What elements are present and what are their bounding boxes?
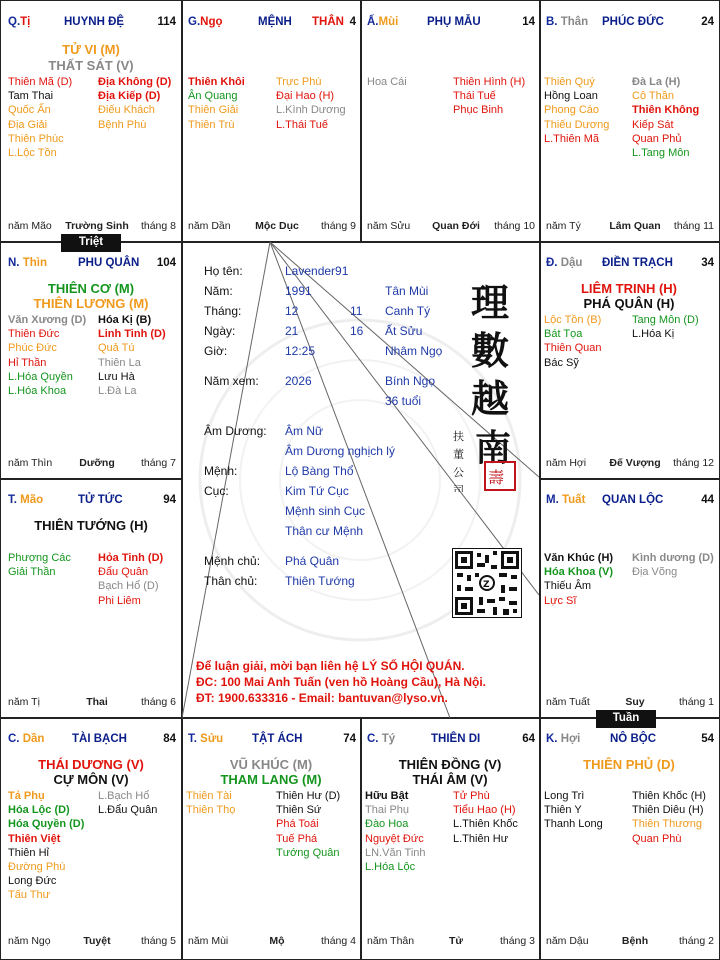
minor-stars-right <box>98 75 171 132</box>
minor-stars-right <box>632 789 706 846</box>
minor-star: Hỏa Tinh (D) <box>98 552 164 564</box>
minor-star: Đại Hao (H) <box>276 90 335 103</box>
palace-footer <box>8 935 176 947</box>
minor-star: Tang Môn (D) <box>632 314 699 326</box>
palace-header <box>188 733 356 747</box>
minor-star: Thanh Long <box>544 818 603 831</box>
minor-stars-right <box>632 75 699 160</box>
minor-star: Hữu Bật <box>365 790 409 802</box>
qr-code[interactable] <box>452 548 522 618</box>
minor-stars-right <box>453 789 518 846</box>
minor-star: Thiếu Âm <box>544 580 592 593</box>
minor-star: Đà La (H) <box>632 76 681 88</box>
palace-header <box>546 733 714 747</box>
cuc-value: Kim Tứ Cục <box>285 484 349 498</box>
minor-star: Cô Thần <box>632 90 674 103</box>
palace-number: 54 <box>701 733 714 745</box>
palace-month: tháng 1 <box>678 696 714 708</box>
palace-number: 64 <box>522 733 535 745</box>
minor-stars-right <box>98 789 157 817</box>
view-year-label: Năm xem: <box>204 374 259 388</box>
palace-footer <box>8 220 176 232</box>
minor-star: Kình dương (D) <box>632 552 714 564</box>
name-label: Họ tên: <box>204 264 243 278</box>
minor-stars-left <box>8 789 84 903</box>
palace-mui[interactable] <box>361 2 539 240</box>
palace-dan[interactable] <box>2 719 180 959</box>
major-star: PHÁ QUÂN (H) <box>583 296 675 311</box>
palace-year: năm Mão <box>8 220 52 232</box>
palace-name: MỆNH <box>258 16 292 28</box>
minor-star: Tấu Thư <box>8 889 51 902</box>
minor-star: Hỉ Thần <box>8 356 47 369</box>
palace-name: QUAN LỘC <box>602 494 664 506</box>
palace-phase: Đế Vượng <box>609 457 661 469</box>
minor-star: Tam Thai <box>8 90 54 103</box>
view-year-canchi: Bính Ngọ <box>385 374 436 388</box>
calligraphy-seal-graphic <box>453 272 523 492</box>
palace-year: năm Thân <box>367 935 415 947</box>
palace-month: tháng 4 <box>320 935 356 947</box>
menh-label: Mệnh: <box>204 464 238 478</box>
palace-header <box>8 257 176 271</box>
palace-hoi[interactable] <box>540 719 718 959</box>
minor-star: Thiên Quan <box>544 342 602 355</box>
minor-star: Thiên Y <box>544 804 582 817</box>
minor-star: Tướng Quân <box>276 846 340 859</box>
year-value: 1991 <box>285 284 312 298</box>
palace-name: TÀI BẠCH <box>72 733 127 745</box>
minor-star: Thái Tuế <box>453 90 496 103</box>
hour-label: Giờ: <box>204 344 228 358</box>
minor-star: L.Thái Tuế <box>276 118 328 131</box>
minor-star: Địa Võng <box>632 566 678 579</box>
palace-number: 44 <box>701 494 714 506</box>
svg-text:扶: 扶 <box>453 430 464 443</box>
palace-year: năm Tý <box>546 220 581 232</box>
palace-stem: T. Sửu <box>188 733 224 745</box>
minor-stars-left <box>367 75 407 89</box>
minor-star: L.Đẩu Quân <box>98 804 158 817</box>
minor-star: Điếu Khách <box>98 104 155 117</box>
minor-star: Thai Phụ <box>365 804 410 817</box>
svg-text:越: 越 <box>471 376 510 421</box>
palace-name: PHỤ MẪU <box>427 16 481 28</box>
palace-name: HUYNH ĐỆ <box>64 16 125 28</box>
minor-star: L.Đà La <box>98 385 137 398</box>
minor-star: Bác Sỹ <box>544 356 579 369</box>
major-star: THIÊN ĐỒNG (V) <box>398 757 502 772</box>
calligraphy-logo <box>453 272 523 492</box>
palace-name: TỬ TỨC <box>78 494 123 506</box>
palace-phase: Thai <box>86 696 108 708</box>
palace-year: năm Dần <box>188 220 231 232</box>
minor-stars-left <box>544 313 601 370</box>
day-canchi: Ất Sửu <box>385 324 423 338</box>
day-value: 21 <box>285 324 299 338</box>
minor-star: Hồng Loan <box>544 90 598 103</box>
palace-number: 4 <box>349 16 356 28</box>
day-label: Ngày: <box>204 324 236 338</box>
minor-star: Tử Phù <box>453 790 490 802</box>
palace-footer <box>546 457 714 469</box>
palace-than[interactable] <box>540 2 718 240</box>
minor-star: Phượng Các <box>8 552 71 564</box>
minor-star: L.Thiên Khốc <box>453 818 518 831</box>
minor-star: Linh Tinh (D) <box>98 328 166 341</box>
minor-stars-right <box>632 551 714 579</box>
minor-star: Bạch Hổ (D) <box>98 580 159 593</box>
palace-footer <box>546 220 714 232</box>
minor-star: Hóa Khoa (V) <box>544 566 614 579</box>
minor-star: Thiên Đức <box>8 328 60 341</box>
thanchu-value: Thiên Tướng <box>285 574 355 588</box>
palace-header <box>188 16 356 30</box>
major-star: THẤT SÁT (V) <box>48 58 134 73</box>
major-star: CỰ MÔN (V) <box>53 772 129 787</box>
palace-stem: C. Dần <box>8 733 45 745</box>
minor-stars-right <box>453 75 525 118</box>
minor-star: Trực Phù <box>276 76 322 88</box>
palace-ty[interactable] <box>361 719 539 959</box>
major-star: LIÊM TRINH (H) <box>580 281 678 296</box>
palace-year: năm Dậu <box>546 935 589 947</box>
major-star: THÁI DƯƠNG (V) <box>38 757 144 772</box>
minor-star: L.Bạch Hổ <box>98 790 150 802</box>
palace-header <box>8 16 176 30</box>
minor-star: Đẩu Quân <box>98 566 149 579</box>
svg-text:南: 南 <box>475 427 512 469</box>
palace-stem: Q.Tị <box>8 16 31 28</box>
minor-star: Phúc Đức <box>8 342 57 355</box>
view-year-value: 2026 <box>285 374 312 388</box>
palace-number: 74 <box>343 733 356 745</box>
major-star: THIÊN PHỦ (D) <box>583 757 675 772</box>
minor-star: Thiên Không <box>632 104 700 117</box>
palace-phase: Trường Sinh <box>65 220 129 232</box>
minor-star: Thiên Việt <box>8 832 61 845</box>
minor-star: Long Đức <box>8 875 57 888</box>
palace-phase: Bệnh <box>621 935 649 947</box>
minor-star: Thiên La <box>98 356 141 369</box>
palace-tuat[interactable] <box>540 480 718 718</box>
minor-stars-left <box>8 75 72 160</box>
palace-header <box>367 733 535 747</box>
palace-number: 104 <box>156 257 176 269</box>
palace-footer <box>8 696 176 708</box>
minor-star: Lưu Hà <box>98 370 135 383</box>
minor-star: Quan Phù <box>632 832 682 845</box>
palace-suu[interactable] <box>182 719 360 959</box>
minor-star: Hóa Quyền (D) <box>8 818 85 831</box>
than-cu-note: Thân cư Mệnh <box>285 524 364 538</box>
palace-stem: Đ. Dậu <box>546 257 583 269</box>
major-star: THÁI ÂM (V) <box>412 772 488 787</box>
svg-text:公: 公 <box>453 466 464 479</box>
major-star: THIÊN LƯƠNG (M) <box>33 296 149 311</box>
palace-month: tháng 12 <box>673 457 714 469</box>
minor-star: Bệnh Phù <box>98 118 147 131</box>
palace-month: tháng 9 <box>320 220 356 232</box>
minor-star: Giải Thần <box>8 566 56 579</box>
palace-name: ĐIỀN TRẠCH <box>602 257 673 269</box>
thanchu-label: Thân chủ: <box>204 574 258 588</box>
palace-footer <box>546 696 714 708</box>
minor-star: Thiên Hình (H) <box>453 76 526 88</box>
minor-star: Thiên Khốc (H) <box>632 790 706 802</box>
minor-star: L.Thiên Hư <box>453 832 509 845</box>
palace-name: PHÚC ĐỨC <box>602 16 664 28</box>
major-star: THIÊN TƯỚNG (H) <box>34 518 148 533</box>
palace-ti[interactable] <box>2 2 180 240</box>
palace-name: PHU QUÂN <box>78 257 140 269</box>
minor-star: L.Tang Môn <box>632 147 690 160</box>
palace-month: tháng 11 <box>673 220 714 232</box>
minor-star: Thiên Hư (D) <box>276 790 341 802</box>
minor-star: L.Hóa Khoa <box>8 385 67 398</box>
palace-phase: Mộc Dục <box>255 220 299 232</box>
minor-star: LN.Văn Tinh <box>365 846 426 859</box>
minor-stars-left <box>188 75 245 132</box>
palace-stem: B. Thân <box>546 16 589 28</box>
month-canchi: Canh Tý <box>385 304 431 318</box>
palace-stem: C. Tý <box>367 733 396 745</box>
palace-month: tháng 7 <box>140 457 176 469</box>
minor-star: Lực Sĩ <box>544 594 577 607</box>
minor-stars-left <box>8 313 86 398</box>
minor-star: Thiếu Dương <box>544 118 610 131</box>
minor-star: Tả Phụ <box>8 790 45 802</box>
palace-stem: M. Tuất <box>546 494 586 506</box>
minor-star: Thiên Mã (D) <box>8 76 73 88</box>
hour-value: 12:25 <box>285 344 316 358</box>
major-star: VŨ KHÚC (M) <box>229 757 313 772</box>
minor-star: Thiên Sứ <box>276 804 322 817</box>
palace-number: 34 <box>701 257 714 269</box>
minor-star: L.Thiên Mã <box>544 132 600 145</box>
palace-year: năm Tuất <box>546 696 590 708</box>
palace-number: 94 <box>163 494 176 506</box>
palace-header <box>367 16 535 30</box>
minor-stars-right <box>276 789 340 860</box>
name-value: Lavender91 <box>285 264 349 278</box>
palace-footer <box>367 935 535 947</box>
svg-text:數: 數 <box>471 328 510 373</box>
palace-phase: Tử <box>448 935 464 947</box>
minor-star: Thiên Giải <box>188 104 239 117</box>
palace-phase: Tuyệt <box>83 935 111 947</box>
palace-stem: Ấ.Mùi <box>367 16 399 28</box>
svg-text:壽: 壽 <box>488 468 505 487</box>
palace-dau[interactable] <box>540 243 718 481</box>
palace-footer <box>8 457 176 469</box>
minor-star: Ân Quang <box>188 90 238 103</box>
minor-star: Kiếp Sát <box>632 118 674 131</box>
minor-star: Địa Giải <box>8 118 48 131</box>
month-value: 12 <box>285 304 299 318</box>
minor-star: Quan Phủ <box>632 132 682 145</box>
minor-star: Văn Khúc (H) <box>544 552 614 564</box>
minor-stars-left <box>544 551 613 608</box>
palace-phase: Quan Đới <box>432 220 480 232</box>
minor-star: Nguyệt Đức <box>365 832 424 845</box>
palace-name: THIÊN DI <box>431 733 481 745</box>
minor-star: L.Kình Dương <box>276 104 346 117</box>
minor-star: L.Hóa Kị <box>632 328 675 341</box>
triet-tag: Triệt <box>61 234 121 252</box>
minor-star: Đường Phù <box>8 861 66 874</box>
palace-stem: G.Ngọ <box>188 16 223 28</box>
menh-value: Lộ Bàng Thổ <box>285 464 354 478</box>
minor-stars-right <box>276 75 346 132</box>
palace-header <box>546 16 714 30</box>
minor-star: L.Hóa Quyền <box>8 370 73 383</box>
day-lunar: 16 <box>350 324 364 338</box>
minor-star: Địa Kiếp (D) <box>98 90 161 103</box>
minor-stars-left <box>365 789 426 874</box>
minor-star: Quả Tú <box>98 342 135 355</box>
palace-year: năm Mùi <box>188 935 229 947</box>
palace-phase: Dưỡng <box>79 457 115 469</box>
minor-stars-left <box>544 75 609 146</box>
palace-year: năm Tị <box>8 696 40 708</box>
palace-stem: K. Hợi <box>546 733 581 745</box>
age-value: 36 tuổi <box>385 394 422 408</box>
minor-stars-left <box>544 789 603 832</box>
palace-number: 14 <box>522 16 535 28</box>
minor-star: Đào Hoa <box>365 818 409 831</box>
svg-text:理: 理 <box>471 280 510 325</box>
year-label: Năm: <box>204 284 233 298</box>
contact-line-2: ĐC: 100 Mai Anh Tuấn (ven hồ Hoàng Cầu), Hà Nội. <box>196 675 487 689</box>
svg-text:Z: Z <box>483 580 490 590</box>
palace-ngo[interactable] <box>182 2 360 240</box>
major-star: THAM LANG (M) <box>220 772 322 787</box>
minor-stars-right <box>98 313 166 398</box>
palace-month: tháng 2 <box>678 935 714 947</box>
palace-header <box>546 494 714 508</box>
minor-star: Phục Binh <box>453 104 504 117</box>
major-star: TỬ VI (M) <box>62 42 120 57</box>
minor-star: Hóa Kị (B) <box>98 314 152 326</box>
than-marker: THÂN <box>312 16 344 28</box>
minor-star: Phi Liêm <box>98 594 141 607</box>
major-star: THIÊN CƠ (M) <box>47 281 135 296</box>
minor-star: Quốc Ấn <box>8 104 51 117</box>
month-label: Tháng: <box>204 304 242 318</box>
minor-star: Văn Xương (D) <box>8 314 87 326</box>
minor-stars-right <box>98 551 163 608</box>
palace-phase: Suy <box>625 696 645 708</box>
palace-footer <box>367 220 535 232</box>
menhchu-label: Mệnh chủ: <box>204 554 261 568</box>
minor-star: Hóa Lộc (D) <box>8 804 70 817</box>
palace-header <box>8 494 176 508</box>
palace-year: năm Ngọ <box>8 935 51 947</box>
palace-month: tháng 5 <box>140 935 176 947</box>
minor-star: Thiên Thương <box>632 818 703 831</box>
palace-year: năm Thìn <box>8 457 53 469</box>
palace-name: TẬT ÁCH <box>252 733 303 745</box>
palace-footer <box>546 935 714 947</box>
palace-number: 24 <box>701 16 714 28</box>
qr-code-graphic <box>453 549 521 617</box>
palace-footer <box>188 220 356 232</box>
amduong-value: Âm Nữ <box>285 424 324 438</box>
palace-header <box>8 733 176 747</box>
minor-star: Tuế Phá <box>276 832 318 845</box>
minor-star: Phá Toái <box>276 818 319 831</box>
amduong-note: Âm Dương nghịch lý <box>285 444 395 458</box>
minor-star: Bát Tọa <box>544 328 583 341</box>
minor-star: Tiểu Hao (H) <box>453 804 516 817</box>
palace-phase: Lâm Quan <box>609 220 661 232</box>
amduong-label: Âm Dương: <box>204 424 267 438</box>
palace-name: NÔ BỘC <box>610 733 656 745</box>
minor-stars-right <box>632 313 699 341</box>
palace-stem: T. Mão <box>8 494 44 506</box>
palace-mao[interactable] <box>2 480 180 718</box>
palace-year: năm Sửu <box>367 220 411 232</box>
minor-stars-left <box>8 551 71 579</box>
contact-line-3: ĐT: 1900.633316 - Email: bantuvan@lyso.vn. <box>196 691 448 705</box>
year-canchi: Tân Mùi <box>385 284 429 298</box>
minor-star: Thiên Hỉ <box>8 846 49 859</box>
minor-star: Lộc Tồn (B) <box>544 314 602 326</box>
minor-star: Thiên Diêu (H) <box>632 804 704 817</box>
palace-thin[interactable] <box>2 243 180 481</box>
minor-star: Thiên Trù <box>188 118 235 131</box>
palace-stem: N. Thìn <box>8 257 47 269</box>
minor-star: Thiên Quý <box>544 76 595 88</box>
cuc-label: Cục: <box>204 484 229 498</box>
minor-star: Thiên Tài <box>186 790 232 802</box>
svg-text:董: 董 <box>453 448 464 461</box>
minor-star: Hoa Cái <box>367 76 407 88</box>
palace-number: 84 <box>163 733 176 745</box>
minor-star: Thiên Thọ <box>186 804 236 817</box>
palace-month: tháng 10 <box>494 220 535 232</box>
minor-star: L.Lộc Tồn <box>8 147 57 160</box>
palace-month: tháng 3 <box>499 935 535 947</box>
minor-star: Long Trì <box>544 790 585 802</box>
palace-month: tháng 8 <box>140 220 176 232</box>
minor-star: Địa Không (D) <box>98 76 172 88</box>
svg-text:司: 司 <box>453 484 464 492</box>
minor-stars-left <box>186 789 235 817</box>
month-lunar: 11 <box>350 304 363 318</box>
contact-line-1: Để luận giải, mời bạn liên hệ LÝ SỐ HỘI QUÁN. <box>196 659 465 673</box>
minor-star: Thiên Khôi <box>188 76 245 88</box>
minor-star: Thiên Phúc <box>8 132 64 145</box>
minor-star: L.Hóa Lộc <box>365 861 416 874</box>
palace-month: tháng 6 <box>140 696 176 708</box>
minor-star: Phong Cáo <box>544 104 600 117</box>
palace-footer <box>188 935 356 947</box>
cuc-note: Mệnh sinh Cục <box>285 504 366 518</box>
palace-year: năm Hợi <box>546 457 587 469</box>
tuan-tag: Tuần <box>596 710 656 728</box>
menhchu-value: Phá Quân <box>285 554 340 568</box>
palace-header <box>546 257 714 271</box>
hour-canchi: Nhâm Ngọ <box>385 344 443 358</box>
center-panel <box>182 242 539 718</box>
palace-phase: Mộ <box>269 935 285 947</box>
palace-number: 114 <box>157 16 176 28</box>
